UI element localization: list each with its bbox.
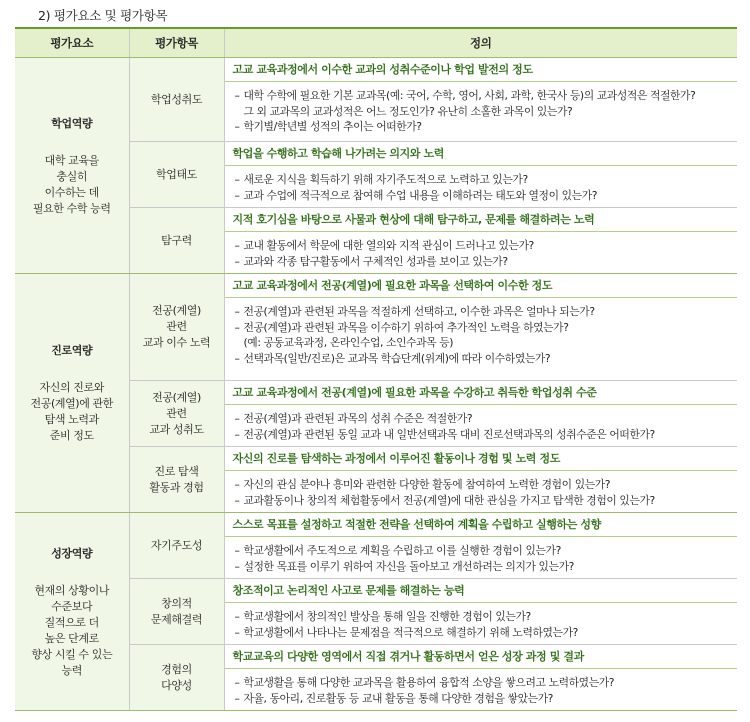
criteria-item: – 대학 수학에 필요한 기본 교과목(예: 국어, 수학, 영어, 사회, 과학, 한국사 등)의 교과성적은 적절한가? 그 외 교과목의 교과성적은 어느 정도인가? 유난히 소홀한 과목이 있는가?	[235, 88, 730, 119]
definition-heading: 창조적이고 논리적인 사고로 문제를 해결하는 능력	[225, 579, 738, 603]
criteria-list	[225, 82, 738, 139]
evaluation-item: 경험의 다양성	[129, 645, 224, 711]
definition-cell	[224, 645, 737, 711]
criteria-item: – 자율, 동아리, 진로활동 등 교내 활동을 통해 다양한 경험을 쌓았는가?	[235, 691, 730, 707]
section-title: 2) 평가요소 및 평가항목	[38, 8, 168, 23]
definition-cell	[224, 513, 737, 579]
definition-cell	[224, 381, 737, 447]
evaluation-item: 창의적 문제해결력	[129, 579, 224, 645]
definition-heading: 학교교육의 다양한 영역에서 직접 겪거나 활동하면서 얻은 성장 과정 및 결과	[225, 645, 738, 669]
criteria-item: – 학교생활을 통해 다양한 교과목을 활용하여 융합적 소양을 쌓으려고 노력하였는가?	[235, 675, 730, 691]
criteria-item: – 설정한 목표를 이루기 위하여 자신을 돌아보고 개선하려는 의지가 있는가?	[235, 559, 730, 575]
evaluation-item: 학업성취도	[129, 58, 224, 142]
evaluation-item: 학업태도	[129, 142, 224, 208]
evaluation-table	[15, 27, 737, 711]
criteria-item: – 전공(계열)과 관련된 과목을 이수하기 위하여 추가적인 노력을 하였는가? (예: 공동교육과정, 온라인수업, 소인수과목 등)	[235, 320, 730, 351]
evaluation-item: 전공(계열) 관련 교과 이수 노력	[129, 274, 224, 381]
definition-cell	[224, 447, 737, 513]
element-description: 현재의 상황이나 수준보다 질적으로 더 높은 단계로 향상 시킬 수 있는 능력	[31, 583, 113, 677]
criteria-item: – 전공(계열)과 관련된 동일 교과 내 일반선택과목 대비 진로선택과목의 성취수준은 어떠한가?	[235, 427, 730, 443]
criteria-list	[225, 166, 738, 207]
evaluation-item: 탐구력	[129, 208, 224, 274]
criteria-item: – 교내 활동에서 학문에 대한 열의와 지적 관심이 드러나고 있는가?	[235, 238, 730, 254]
criteria-item: – 새로운 지식을 획득하기 위해 자기주도적으로 노력하고 있는가?	[235, 172, 730, 188]
definition-heading: 고교 교육과정에서 이수한 교과의 성취수준이나 학업 발전의 정도	[225, 58, 738, 82]
criteria-item: – 전공(계열)과 관련된 과목을 적절하게 선택하고, 이수한 과목은 얼마나 되는가?	[235, 304, 730, 320]
definition-cell	[224, 58, 737, 142]
element-name: 진로역량	[51, 344, 93, 357]
definition-cell	[224, 274, 737, 381]
table-row	[15, 58, 737, 142]
criteria-item: – 학기별/학년별 성적의 추이는 어떠한가?	[235, 119, 730, 135]
criteria-item: – 전공(계열)과 관련된 과목의 성취 수준은 적절한가?	[235, 411, 730, 427]
header-element: 평가요소	[15, 28, 129, 58]
table-row	[15, 274, 737, 381]
evaluation-item: 진로 탐색 활동과 경험	[129, 447, 224, 513]
element-cell	[15, 513, 129, 711]
criteria-list	[225, 405, 738, 446]
table-row	[15, 513, 737, 579]
criteria-item: – 교과활동이나 창의적 체험활동에서 전공(계열)에 대한 관심을 가지고 탐색한 경험이 있는가?	[235, 493, 730, 509]
evaluation-item: 자기주도성	[129, 513, 224, 579]
criteria-item: – 학교생활에서 주도적으로 계획을 수립하고 이를 실행한 경험이 있는가?	[235, 543, 730, 559]
element-cell	[15, 274, 129, 513]
header-definition: 정의	[224, 28, 737, 58]
criteria-item: – 선택과목(일반/진로)은 교과목 학습단계(위계)에 따라 이수하였는가?	[235, 351, 730, 367]
definition-heading: 자신의 진로를 탐색하는 과정에서 이루어진 활동이나 경험 및 노력 정도	[225, 447, 738, 471]
criteria-item: – 교과 수업에 적극적으로 참여해 수업 내용을 이해하려는 태도와 열정이 있는가?	[235, 188, 730, 204]
element-name: 학업역량	[51, 116, 93, 130]
criteria-item: – 자신의 관심 분야나 흥미와 관련한 다양한 활동에 참여하여 노력한 경험이 있는가?	[235, 477, 730, 493]
definition-cell	[224, 208, 737, 274]
criteria-list	[225, 669, 738, 710]
criteria-list	[225, 232, 738, 273]
criteria-item: – 학교생활에서 나타나는 문제점을 적극적으로 해결하기 위해 노력하였는가?	[235, 625, 730, 641]
table-header-row	[15, 28, 737, 58]
criteria-list	[225, 537, 738, 578]
definition-cell	[224, 142, 737, 208]
element-name: 성장역량	[51, 546, 93, 560]
element-description: 대학 교육을 충실히 이수하는 데 필요한 수학 능력	[32, 153, 111, 215]
element-cell	[15, 58, 129, 274]
definition-heading: 학업을 수행하고 학습해 나가려는 의지와 노력	[225, 142, 738, 166]
element-description: 자신의 진로와 전공(계열)에 관한 탐색 노력과 준비 정도	[30, 381, 113, 442]
header-item: 평가항목	[129, 28, 224, 58]
criteria-item: – 학교생활에서 창의적인 발상을 통해 일을 진행한 경험이 있는가?	[235, 609, 730, 625]
criteria-list	[225, 603, 738, 644]
criteria-list	[225, 298, 738, 370]
definition-heading: 고교 교육과정에서 전공(계열)에 필요한 과목을 수강하고 취득한 학업성취 수준	[225, 381, 738, 405]
definition-heading: 지적 호기심을 바탕으로 사물과 현상에 대해 탐구하고, 문제를 해결하려는 노력	[225, 208, 738, 232]
criteria-item: – 교과와 각종 탐구활동에서 구체적인 성과를 보이고 있는가?	[235, 254, 730, 270]
definition-heading: 스스로 목표를 설정하고 적절한 전략을 선택하여 계획을 수립하고 실행하는 성향	[225, 513, 738, 537]
evaluation-item: 전공(계열) 관련 교과 성취도	[129, 381, 224, 447]
criteria-list	[225, 471, 738, 512]
table-body	[15, 58, 737, 711]
definition-heading: 고교 교육과정에서 전공(계열)에 필요한 과목을 선택하여 이수한 정도	[225, 274, 738, 298]
definition-cell	[224, 579, 737, 645]
